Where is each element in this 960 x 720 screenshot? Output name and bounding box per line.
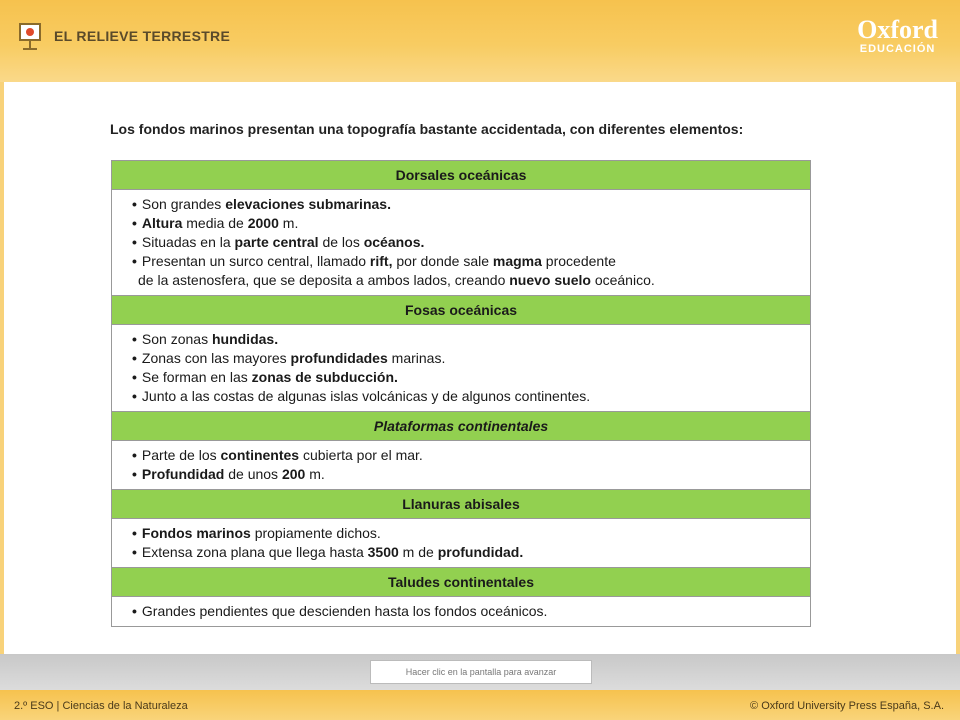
bold-text: 2000: [247, 215, 279, 231]
section-body: [112, 597, 810, 626]
bullet-dot: •: [132, 215, 137, 231]
text: de unos: [224, 466, 282, 482]
section-header: Plataformas continentales: [112, 411, 810, 441]
bullet-dot: •: [132, 544, 137, 560]
bullet-dot: •: [132, 388, 137, 404]
bold-text: hundidas.: [211, 331, 279, 347]
section-header: Taludes continentales: [112, 567, 810, 597]
bullet-line: [132, 465, 810, 484]
header-bar: [0, 0, 960, 82]
bullet-line: [132, 233, 810, 252]
text: de la astenosfera, que se deposita a ambos lados, creando: [138, 272, 510, 288]
text: m.: [305, 466, 325, 482]
section-header: Llanuras abisales: [112, 489, 810, 519]
bullet-dot: •: [132, 525, 137, 541]
bold-text: 3500: [367, 544, 399, 560]
text: Presentan un surco central, llamado: [141, 253, 370, 269]
text: Situadas en la: [141, 234, 235, 250]
bullet-dot: •: [132, 253, 137, 269]
text: Son zonas: [141, 331, 212, 347]
intro-text: Los fondos marinos presentan una topografía bastante accidentada, con diferentes elementos:: [110, 121, 744, 137]
page-title: EL RELIEVE TERRESTRE: [54, 28, 231, 44]
text: m de: [398, 544, 438, 560]
bullet-dot: •: [132, 466, 137, 482]
text: cubierta por el mar.: [299, 447, 423, 463]
bullet-line: [132, 195, 810, 214]
section-body: [112, 441, 810, 489]
section-body: [112, 325, 810, 411]
bullet-dot: •: [132, 447, 137, 463]
text: de los: [318, 234, 364, 250]
text: Se forman en las: [141, 369, 252, 385]
bullet-line: [132, 602, 810, 621]
text: Zonas con las mayores: [141, 350, 291, 366]
bullet-line: [132, 214, 810, 233]
bullet-dot: •: [132, 234, 137, 250]
text: m.: [278, 215, 299, 231]
advance-button[interactable]: Hacer clic en la pantalla para avanzar: [370, 660, 592, 684]
course-label: 2.º ESO | Ciencias de la Naturaleza: [14, 700, 188, 712]
section-header: Dorsales oceánicas: [112, 161, 810, 190]
text: Parte de los: [141, 447, 221, 463]
copyright-label: © Oxford University Press España, S.A.: [750, 700, 944, 712]
text: oceánico.: [590, 272, 655, 288]
text: propiamente dichos.: [250, 525, 381, 541]
bullet-dot: •: [132, 350, 137, 366]
bullet-dot: •: [132, 196, 137, 212]
text: media de: [182, 215, 248, 231]
bullet-line: [132, 330, 810, 349]
brand-sub: EDUCACIÓN: [859, 43, 936, 55]
bold-text: rift,: [369, 253, 393, 269]
bullet-line: [132, 446, 810, 465]
bullet-line: [132, 524, 810, 543]
bold-text: 200: [281, 466, 306, 482]
bold-text: Altura: [141, 215, 183, 231]
brand-name: Oxford: [857, 15, 938, 44]
bullet-line: [132, 543, 810, 562]
bold-text: profundidad.: [437, 544, 524, 560]
bold-text: Profundidad: [141, 466, 225, 482]
section-body: [112, 190, 810, 295]
bold-text: parte central: [234, 234, 319, 250]
oxford-logo: [857, 15, 938, 55]
text: por donde sale: [392, 253, 493, 269]
bullet-dot: •: [132, 331, 137, 347]
bullet-line: [132, 349, 810, 368]
bold-text: Fondos marinos: [141, 525, 251, 541]
right-border: [956, 82, 960, 654]
bullet-line: [132, 271, 810, 290]
section-header: Fosas oceánicas: [112, 295, 810, 325]
relief-table: [111, 160, 811, 627]
bold-text: océanos.: [363, 234, 425, 250]
bold-text: elevaciones submarinas.: [225, 196, 391, 212]
bold-text: magma: [492, 253, 542, 269]
bullet-line: [132, 252, 810, 271]
bold-text: continentes: [220, 447, 300, 463]
section-body: [112, 519, 810, 567]
pointer-board-icon: [17, 21, 43, 51]
text: Junto a las costas de algunas islas volcánicas y de algunos continentes.: [141, 388, 591, 404]
bottom-bar: [0, 690, 960, 720]
bullet-line: [132, 368, 810, 387]
text: procedente: [541, 253, 616, 269]
text: Grandes pendientes que descienden hasta los fondos oceánicos.: [141, 603, 548, 619]
text: Son grandes: [141, 196, 226, 212]
text: Extensa zona plana que llega hasta: [141, 544, 368, 560]
bold-text: zonas de subducción.: [251, 369, 398, 385]
bullet-dot: •: [132, 369, 137, 385]
bullet-line: [132, 387, 810, 406]
bold-text: nuevo suelo: [509, 272, 591, 288]
bullet-dot: •: [132, 603, 137, 619]
text: marinas.: [387, 350, 446, 366]
bold-text: profundidades: [290, 350, 388, 366]
